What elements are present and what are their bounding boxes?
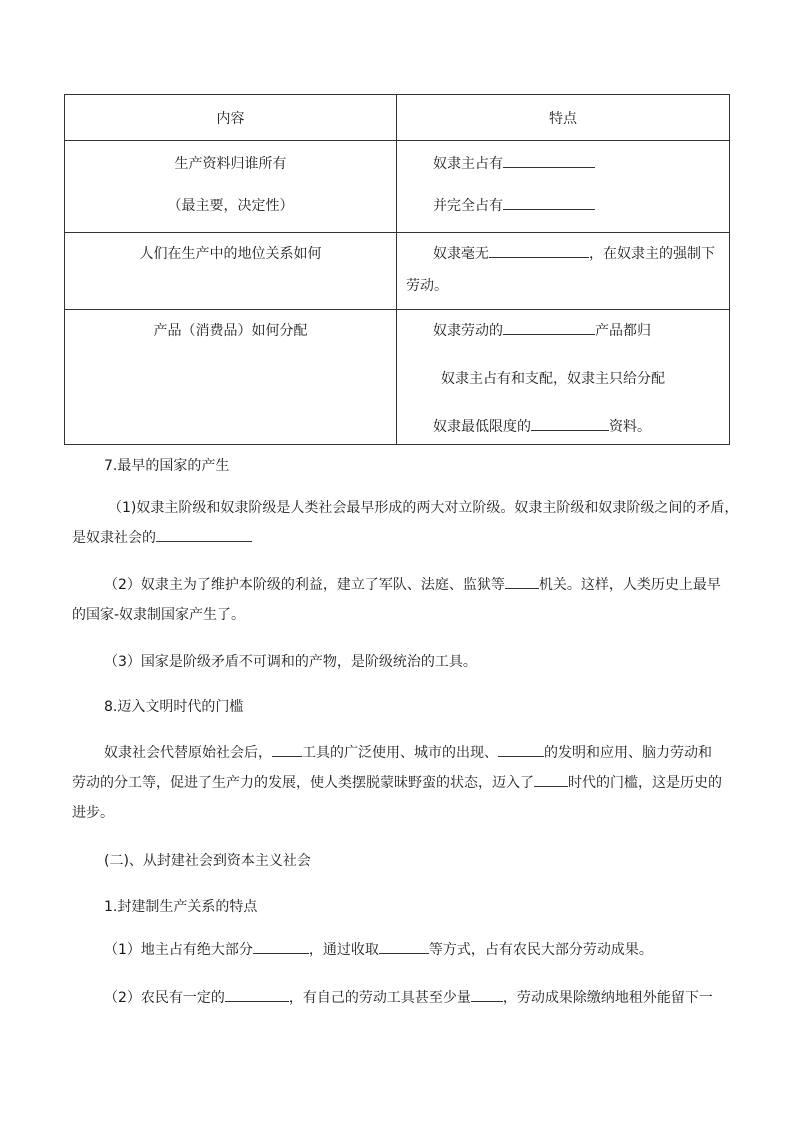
cell-text: 奴隶最低限度的 — [433, 419, 531, 435]
para-line: 工具的广泛使用、城市的出现、 — [302, 745, 498, 761]
fill-blank[interactable] — [505, 574, 539, 589]
cell-text: 奴隶劳动的 — [433, 323, 503, 339]
fill-blank[interactable] — [503, 320, 595, 335]
section8-title: 8.迈入文明时代的门槛 — [104, 699, 244, 715]
cell-text: ，在奴隶主的强制下 — [589, 246, 715, 262]
table-cell-content — [65, 141, 397, 233]
fill-blank[interactable] — [272, 742, 302, 757]
fill-blank[interactable] — [503, 153, 595, 168]
cell-text: 生产资料归谁所有 — [174, 156, 287, 172]
para-line: 奴隶社会代替原始社会后， — [104, 745, 272, 761]
para-line: 是奴隶社会的 — [72, 530, 156, 546]
cell-text: 奴隶毫无 — [433, 246, 489, 262]
fill-blank[interactable] — [498, 742, 544, 757]
table-header-content: 内容 — [65, 95, 397, 141]
fill-blank[interactable] — [471, 987, 503, 1002]
part2-p1 — [72, 935, 730, 965]
cell-text: 劳动。 — [406, 278, 448, 294]
para-line: 时代的门槛，这是历史的 — [568, 775, 722, 791]
fill-blank[interactable] — [531, 416, 609, 431]
cell-text: 奴隶主占有和支配，奴隶主只给分配 — [441, 371, 665, 387]
fill-blank[interactable] — [225, 987, 289, 1002]
section7-p1 — [72, 493, 739, 553]
table-cell-feature — [397, 141, 730, 233]
table-header-feature: 特点 — [397, 95, 730, 141]
section7-p2 — [72, 570, 730, 630]
cell-text: 产品都归 — [595, 323, 651, 339]
section8-body — [72, 738, 730, 828]
table-cell-feature — [397, 233, 730, 310]
part2-heading: (二)、从封建社会到资本主义社会 — [104, 853, 311, 869]
cell-text: 并完全占有 — [433, 198, 503, 214]
part2-sub1: 1.封建制生产关系的特点 — [104, 899, 258, 915]
para-line: 进步。 — [72, 805, 114, 821]
table-cell-content — [65, 310, 397, 445]
para-line: 劳动的分工等，促进了生产力的发展，使人类摆脱蒙昧野蛮的状态，迈入了 — [72, 775, 534, 791]
cell-text: 资料。 — [609, 419, 651, 435]
para-line: （1）地主占有绝大部分 — [104, 942, 253, 958]
cell-text: 产品（消费品）如何分配 — [153, 323, 308, 339]
fill-blank[interactable] — [534, 772, 568, 787]
para-line: 等方式，占有农民大部分劳动成果。 — [428, 942, 653, 958]
fill-blank[interactable] — [503, 195, 595, 210]
para-line: （2）奴隶主为了维护本阶级的利益，建立了军队、法庭、监狱等 — [104, 577, 505, 593]
part2-p2 — [72, 983, 730, 1013]
relations-table — [64, 94, 730, 445]
para-line: ，通过收取 — [308, 942, 379, 958]
para-line: ，劳动成果除缴纳地租外能留下一 — [502, 990, 713, 1006]
para-line: 的国家-奴隶制国家产生了。 — [72, 607, 246, 623]
table-cell-content — [65, 233, 397, 310]
para-line: ，有自己的劳动工具甚至少量 — [288, 990, 471, 1006]
fill-blank[interactable] — [156, 527, 252, 542]
fill-blank[interactable] — [379, 939, 429, 954]
section7-p3: （3）国家是阶级矛盾不可调和的产物，是阶级统治的工具。 — [104, 654, 477, 670]
cell-text: 人们在生产中的地位关系如何 — [139, 246, 322, 262]
para-line: 机关。这样，人类历史上最早 — [538, 577, 721, 593]
cell-text: （最主要，决定性） — [167, 198, 294, 214]
cell-text: 奴隶主占有 — [433, 156, 503, 172]
para-line: （2）农民有一定的 — [104, 990, 225, 1006]
section7-title: 7.最早的国家的产生 — [104, 458, 230, 474]
para-line: 的发明和应用、脑力劳动和 — [544, 745, 712, 761]
table-cell-feature — [397, 310, 730, 445]
fill-blank[interactable] — [489, 243, 589, 258]
fill-blank[interactable] — [253, 939, 309, 954]
para-line: （1)奴隶主阶级和奴隶阶级是人类社会最早形成的两大对立阶级。奴隶主阶级和奴隶阶级之间的矛盾， — [108, 500, 739, 516]
